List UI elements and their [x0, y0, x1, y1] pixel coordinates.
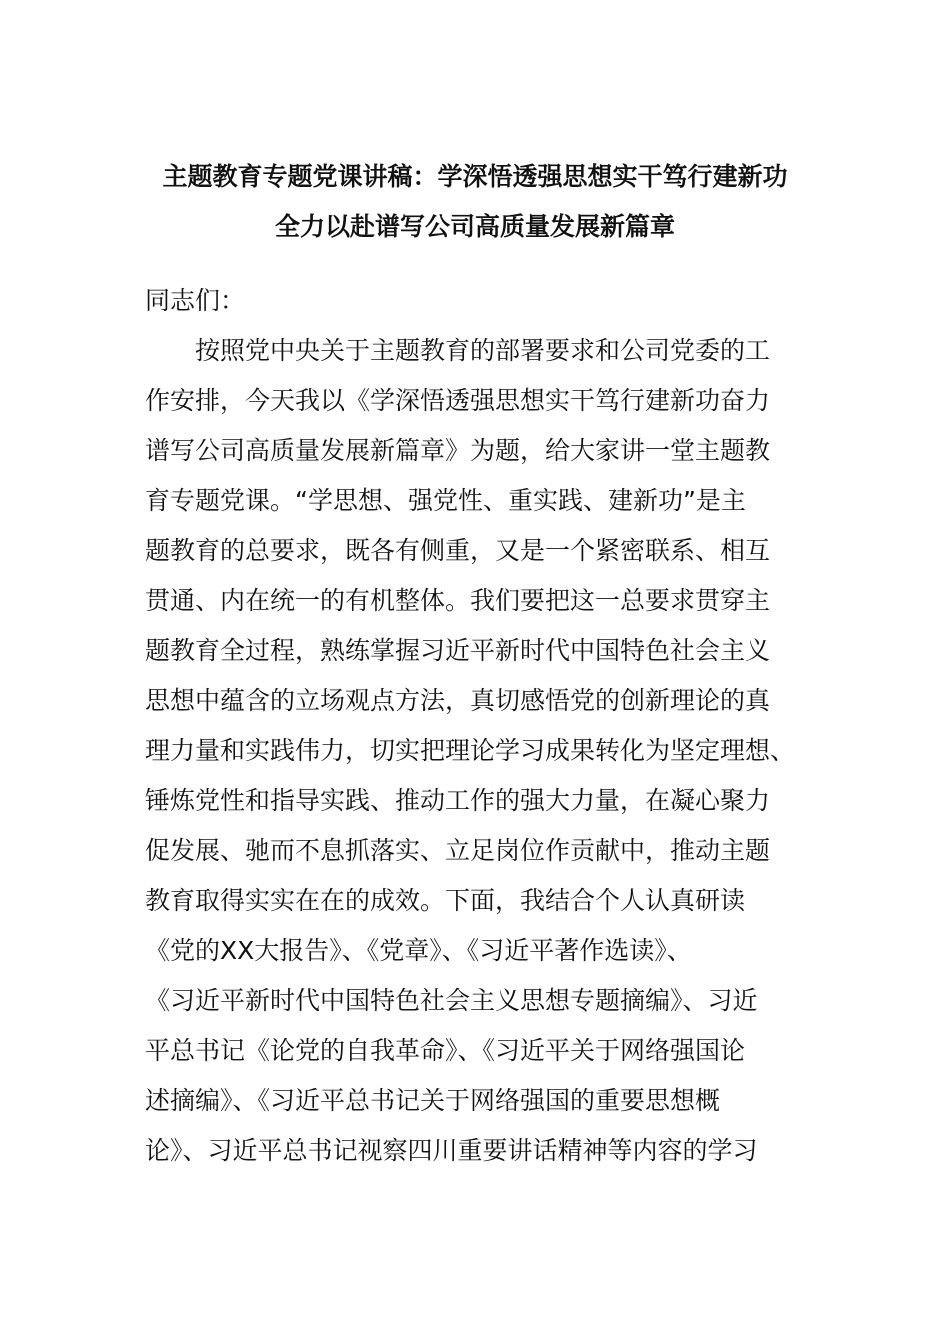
body-line: 平总书记《论党的自我革命》、《习近平关于网络强国论 — [145, 1036, 746, 1065]
body-line: 作安排，今天我以《学深悟透强思想实干笃行建新功奋力 — [145, 386, 771, 415]
body-line: 论》、习近平总书记视察四川重要讲话精神等内容的学习 — [145, 1136, 758, 1165]
body-line: 《党的XX大报告》、《党章》、《习近平著作选读》、 — [145, 936, 692, 965]
body-line: 育专题党课。“学思想、强党性、重实践、建新功”是主 — [145, 486, 746, 515]
body-line: 述摘编》、《习近平总书记关于网络强国的重要思想概 — [145, 1086, 721, 1115]
body-line: 《习近平新时代中国特色社会主义思想专题摘编》、习近 — [145, 986, 758, 1015]
body-line: 谱写公司高质量发展新篇章》为题，给大家讲一堂主题教 — [145, 436, 771, 465]
body-line: 促发展、驰而不息抓落实、立足岗位作贡献中，推动主题 — [145, 836, 771, 865]
body-line: 锤炼党性和指导实践、推动工作的强大力量，在凝心聚力 — [145, 786, 771, 815]
body-line: 题教育的总要求，既各有侧重，又是一个紧密联系、相互 — [145, 536, 771, 565]
title-line-1: 主题教育专题党课讲稿：学深悟透强思想实干笃行建新功 — [162, 162, 788, 191]
body-line: 贯通、内在统一的有机整体。我们要把这一总要求贯穿主 — [145, 586, 771, 615]
body-line: 按照党中央关于主题教育的部署要求和公司党委的工 — [195, 336, 771, 365]
body-line: 思想中蕴含的立场观点方法，真切感悟党的创新理论的真 — [145, 686, 771, 715]
body-line: 理力量和实践伟力，切实把理论学习成果转化为坚定理想、 — [145, 736, 796, 765]
document-title — [0, 152, 950, 252]
title-line-2: 全力以赴谱写公司高质量发展新篇章 — [274, 212, 675, 241]
document-body — [145, 276, 825, 1176]
body-line: 题教育全过程，熟练掌握习近平新时代中国特色社会主义 — [145, 636, 771, 665]
body-line: 教育取得实实在在的成效。下面，我结合个人认真研读 — [145, 886, 746, 915]
salutation: 同志们： — [145, 286, 246, 315]
